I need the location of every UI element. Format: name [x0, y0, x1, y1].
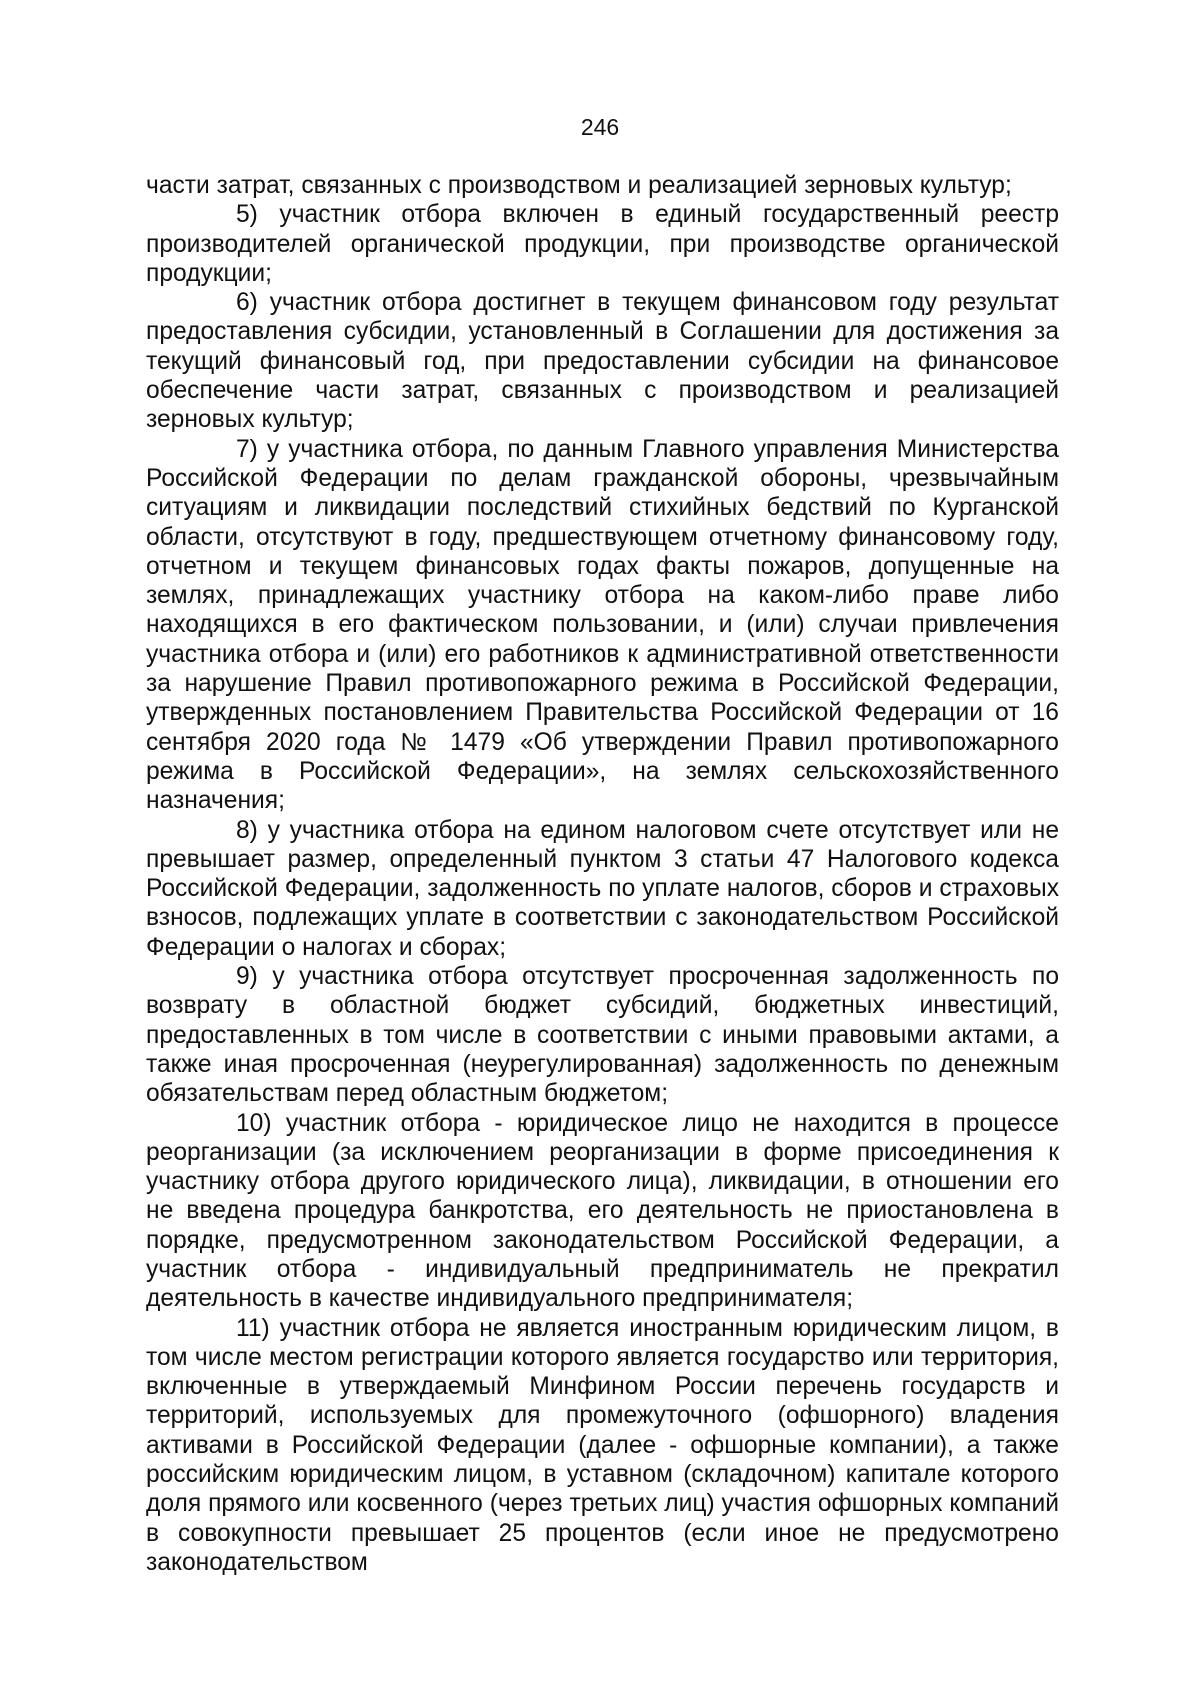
paragraph-continuation: части затрат, связанных с производством и реализацией зерновых культур; [146, 172, 1012, 199]
paragraph-item-11: 11) участник отбора не является иностранным юридическим лицом, в том числе местом регистрации которого является государство или территория, включенные в утверждаемый Минфином России перечень государств и территорий, используемых для промежуточного (офшорного) владения активами в Российской Федерации (далее - офшорные компании), а также российским юридическим лицом, в уставном (складочном) капитале которого доля прямого или косвенного (через третьих лиц) участия офшорных компаний в совокупности превышает 25 процентов (если иное не предусмотрено законодательством [146, 1314, 1059, 1576]
document-body [146, 171, 1059, 1577]
paragraph-item-7: 7) у участника отбора, по данным Главного управления Министерства Российской Федерации по делам гражданской обороны, чрезвычайным ситуациям и ликвидации последствий стихийных бедствий по Курганской области, отсутствуют в году, предшествующем отчетному финансовому году, отчетном и текущем финансовых годах факты пожаров, допущенные на землях, принадлежащих участнику отбора на каком-либо праве либо находящихся в его фактическом пользовании, и (или) случаи привлечения участника отбора и (или) его работников к административной ответственности за нарушение Правил противопожарного режима в Российской Федерации, утвержденных постановлением Правительства Российской Федерации от 16 сентября 2020 года № 1479 «Об утверждении Правил противопожарного режима в Российской Федерации», на землях сельскохозяйственного назначения; [146, 435, 1059, 815]
paragraph-item-8: 8) у участника отбора на едином налоговом счете отсутствует или не превышает размер, определенный пунктом 3 статьи 47 Налогового кодекса Российской Федерации, задолженность по уплате налогов, сборов и страховых взносов, подлежащих уплате в соответствии с законодательством Российской Федерации о налогах и сборах; [146, 816, 1059, 961]
paragraph-item-9: 9) у участника отбора отсутствует просроченная задолженность по возврату в областной бюджет субсидий, бюджетных инвестиций, предоставленных в том числе в соответствии с иными правовыми актами, а также иная просроченная (неурегулированная) задолженность по денежным обязательствам перед областным бюджетом; [146, 963, 1059, 1108]
paragraph-item-10: 10) участник отбора - юридическое лицо не находится в процессе реорганизации (за исключением реорганизации в форме присоединения к участнику отбора другого юридического лица), ликвидации, в отношении его не введена процедура банкротства, его деятельность не приостановлена в порядке, предусмотренном законодательством Российской Федерации, а участник отбора - индивидуальный предприниматель не прекратил деятельность в качестве индивидуального предпринимателя; [146, 1109, 1059, 1313]
paragraph-item-6: 6) участник отбора достигнет в текущем финансовом году результат предоставления субсидии, установленный в Соглашении для достижения за текущий финансовый год, при предоставлении субсидии на финансовое обеспечение части затрат, связанных с производством и реализацией зерновых культур; [146, 289, 1059, 434]
page-number: 246 [580, 114, 620, 140]
paragraph-item-5: 5) участник отбора включен в единый государственный реестр производителей органической продукции, при производстве органической продукции; [146, 201, 1059, 287]
